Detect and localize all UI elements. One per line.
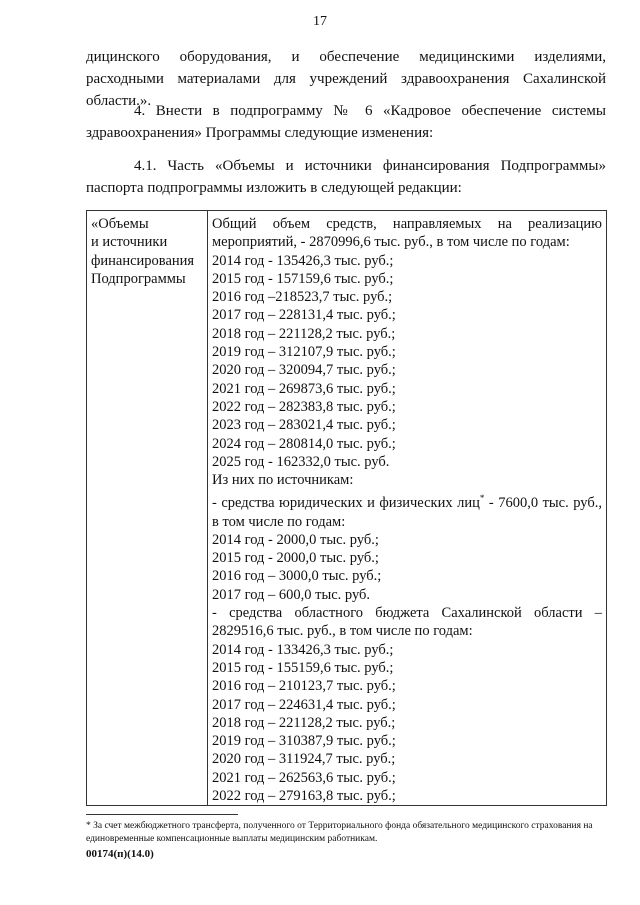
sources-heading: Из них по источникам: — [212, 472, 354, 489]
funding-label-line: «Объемы — [91, 216, 149, 232]
year-amount-line: 2016 год – 3000,0 тыс. руб.; — [212, 568, 382, 585]
year-amount-line: 2019 год – 310387,9 тыс. руб.; — [212, 733, 396, 750]
funding-label-line: Подпрограммы — [91, 270, 186, 287]
year-amount-line: 2023 год – 283021,4 тыс. руб.; — [212, 417, 396, 434]
legal-years-list — [212, 531, 602, 604]
year-amount-line: 2015 год - 2000,0 тыс. руб.; — [212, 550, 379, 567]
footnote-divider — [86, 814, 238, 815]
year-amount-line: 2017 год – 600,0 тыс. руб. — [212, 586, 371, 603]
year-amount-line: 2017 год – 224631,4 тыс. руб.; — [212, 696, 396, 713]
year-amount-line: 2015 год - 157159,6 тыс. руб.; — [212, 270, 394, 287]
total-years-list — [212, 252, 602, 472]
year-amount-line: 2021 год – 262563,6 тыс. руб.; — [212, 769, 396, 786]
funding-passport-table — [86, 210, 607, 806]
year-amount-line: 2014 год - 133426,3 тыс. руб.; — [212, 641, 394, 658]
year-amount-line: 2014 год - 135426,3 тыс. руб.; — [212, 252, 394, 269]
paragraph-continuation: дицинского оборудования, и обеспечение медицинскими изделиями, расходными материалами для учреждений здравоохранения Сахалинской области.». — [86, 49, 606, 109]
year-amount-line: 2018 год – 221128,2 тыс. руб.; — [212, 325, 396, 342]
year-amount-line: 2019 год – 312107,9 тыс. руб.; — [212, 344, 396, 361]
table-row — [87, 211, 607, 806]
year-amount-line: 2018 год – 221128,2 тыс. руб.; — [212, 714, 396, 731]
funding-details-cell — [208, 211, 607, 806]
regional-years-list — [212, 641, 602, 806]
paragraph-amendment-4-1: 4.1. Часть «Объемы и источники финансирования Подпрограммы» паспорта подпрограммы изложить в следующей редакции: — [86, 158, 606, 196]
year-amount-line: 2016 год –218523,7 тыс. руб.; — [212, 289, 393, 306]
year-amount-line: 2025 год - 162332,0 тыс. руб. — [212, 453, 390, 470]
legal-entities-amount: - 7600,0 тыс. руб., в том числе по годам: — [212, 495, 602, 530]
page-number: 17 — [313, 14, 327, 29]
legal-entities-funds-text — [212, 489, 602, 530]
document-code: 00174(п)(14.0) — [86, 848, 154, 860]
year-amount-line: 2015 год - 155159,6 тыс. руб.; — [212, 659, 394, 676]
paragraph-amendment-4: 4. Внести в подпрограмму № 6 «Кадровое обеспечение системы здравоохранения» Программы следующие изменения: — [86, 103, 606, 141]
year-amount-line: 2022 год – 279163,8 тыс. руб.; — [212, 788, 396, 805]
footnote-marker: * — [479, 493, 485, 504]
funding-label-cell — [87, 211, 208, 806]
funding-label-line: и источники — [91, 234, 168, 251]
year-amount-line: 2022 год – 282383,8 тыс. руб.; — [212, 398, 396, 415]
year-amount-line: 2017 год – 228131,4 тыс. руб.; — [212, 307, 396, 324]
legal-entities-label: - средства юридических и физических лиц — [212, 495, 480, 512]
year-amount-line: 2021 год – 269873,6 тыс. руб.; — [212, 380, 396, 397]
funding-label-line: финансирования — [91, 252, 195, 269]
year-amount-line: 2024 год – 280814,0 тыс. руб.; — [212, 435, 396, 452]
regional-budget-funds-text: - средства областного бюджета Сахалинской области – 2829516,6 тыс. руб., в том числе по годам: — [212, 605, 602, 640]
footnote-text: * За счет межбюджетного трансферта, полученного от Территориального фонда обязательного медицинского страхования на единовременные компенсационные выплаты медицинским работникам. — [86, 821, 593, 844]
year-amount-line: 2014 год - 2000,0 тыс. руб.; — [212, 531, 379, 548]
year-amount-line: 2020 год – 320094,7 тыс. руб.; — [212, 362, 396, 379]
year-amount-line: 2020 год – 311924,7 тыс. руб.; — [212, 751, 396, 768]
year-amount-line: 2016 год – 210123,7 тыс. руб.; — [212, 678, 396, 695]
total-volume-text: Общий объем средств, направляемых на реализацию мероприятий, - 2870996,6 тыс. руб., в том числе по годам: — [212, 216, 602, 251]
